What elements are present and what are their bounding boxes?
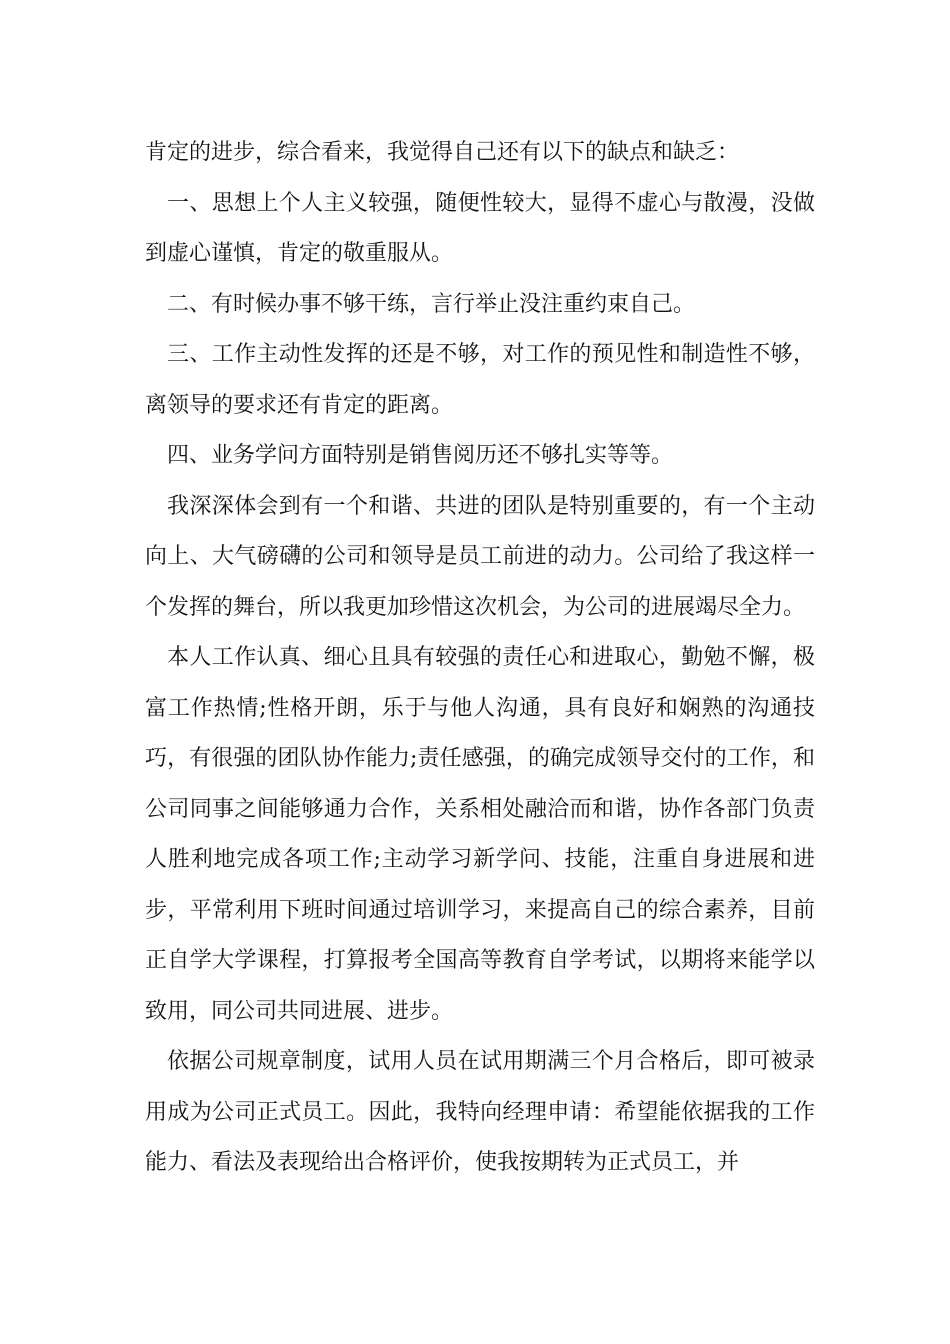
- paragraph-team: 我深深体会到有一个和谐、共进的团队是特别重要的，有一个主动向上、大气磅礴的公司和领导是员工前进的动力。公司给了我这样一个发挥的舞台，所以我更加珍惜这次机会，为公司的进展竭尽全力。: [145, 493, 815, 620]
- document-body: [145, 128, 815, 1189]
- paragraph-application: 依据公司规章制度，试用人员在试用期满三个月合格后，即可被录用成为公司正式员工。因此，我特向经理申请：希望能依据我的工作能力、看法及表现给出合格评价，使我按期转为正式员工，并: [145, 1049, 815, 1175]
- paragraph-shortcoming-1: 一、思想上个人主义较强，随便性较大，显得不虚心与散漫，没做到虚心谨慎，肯定的敬重服从。: [145, 190, 815, 266]
- paragraph-shortcoming-3: 三、工作主动性发挥的还是不够，对工作的预见性和制造性不够，离领导的要求还有肯定的距离。: [145, 342, 815, 418]
- paragraph-shortcoming-4: 四、业务学问方面特别是销售阅历还不够扎实等等。: [167, 443, 674, 468]
- paragraph-continuation: 肯定的进步，综合看来，我觉得自己还有以下的缺点和缺乏：: [145, 140, 740, 165]
- paragraph-shortcoming-2: 二、有时候办事不够干练，言行举止没注重约束自己。: [167, 291, 696, 317]
- paragraph-self-assessment: 本人工作认真、细心且具有较强的责任心和进取心，勤勉不懈，极富工作热情;性格开朗，乐于与他人沟通，具有良好和娴熟的沟通技巧，有很强的团队协作能力;责任感强，的确完成领导交付的工作，和公司同事之间能够通力合作，关系相处融洽而和谐，协作各部门负责人胜利地完成各项工作;主动学习新学问、技能，注重自身进展和进步，平常利用下班时间通过培训学习，来提高自己的综合素养，目前正自学大学课程，打算报考全国高等教育自学考试，以期将来能学以致用，同公司共同进展、进步。: [145, 645, 815, 1024]
